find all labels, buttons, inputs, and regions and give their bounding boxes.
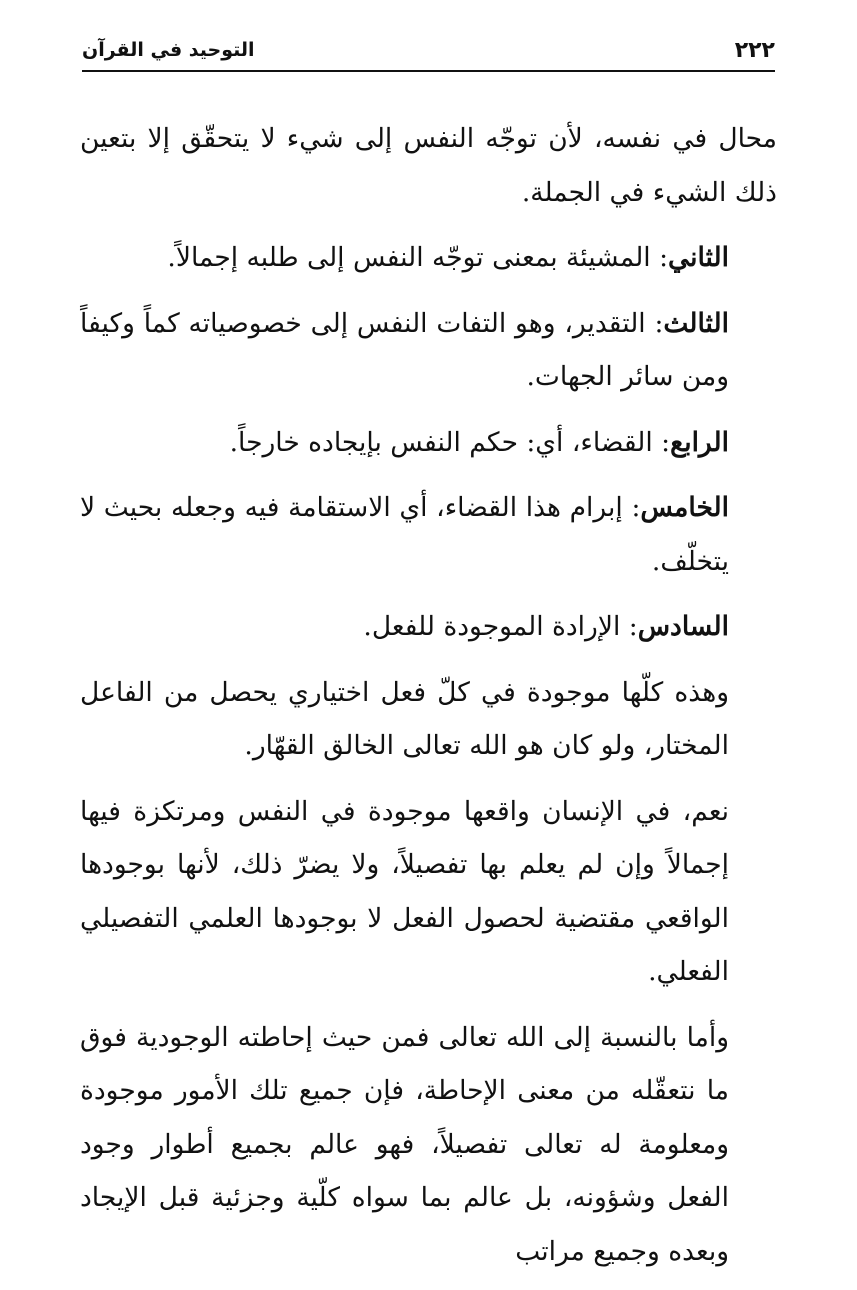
- running-title: التوحيد في القرآن: [82, 39, 255, 61]
- paragraph-item-second: [80, 231, 777, 285]
- item-term: السادس: [637, 611, 729, 642]
- page-header: [82, 30, 775, 72]
- item-term: الخامس: [640, 492, 729, 523]
- page-number: ٢٢٢: [734, 37, 775, 63]
- paragraph-item-sixth: [80, 600, 777, 654]
- item-text: : الإرادة الموجودة للفعل.: [363, 611, 638, 642]
- paragraph-human: [80, 785, 777, 999]
- item-term: الرابع: [670, 426, 729, 458]
- item-text: : القضاء، أي: حكم النفس بإيجاده خارجاً.: [229, 426, 671, 458]
- paragraph-item-fourth: [80, 416, 777, 470]
- paragraph-item-third: [80, 297, 777, 404]
- item-text: : المشيئة بمعنى توجّه النفس إلى طلبه إجمالاً.: [167, 242, 669, 273]
- paragraph-summary: [80, 666, 777, 773]
- paragraph-text: وأما بالنسبة إلى الله تعالى فمن حيث إحاطته الوجودية فوق ما نتعقّله من معنى الإحاطة، فإن جميع تلك الأمور موجودة ومعلومة له تعالى تفصيلاً، فهو عالم بجميع أطوار وجود الفعل وشؤونه، بل عالم بما سواه كلّية وجزئية قبل الإيجاد وبعده وجميع مراتب: [80, 1021, 729, 1267]
- paragraph-text: وهذه كلّها موجودة في كلّ فعل اختياري يحصل من الفاعل المختار، ولو كان هو الله تعالى الخالق القهّار.: [80, 676, 729, 761]
- paragraph-divine: [80, 1011, 777, 1279]
- item-term: الثاني: [668, 242, 729, 273]
- item-term: الثالث: [663, 307, 729, 339]
- paragraph-text: محال في نفسه، لأن توجّه النفس إلى شيء لا يتحقّق إلا بتعين ذلك الشيء في الجملة.: [80, 123, 777, 208]
- item-text: : التقدير، وهو التفات النفس إلى خصوصياته كماً وكيفاً ومن سائر الجهات.: [80, 307, 729, 392]
- paragraph-continuation: [80, 112, 777, 219]
- paragraph-item-fifth: [80, 481, 777, 588]
- body-text: [80, 112, 777, 1290]
- paragraph-text: نعم، في الإنسان واقعها موجودة في النفس ومرتكزة فيها إجمالاً وإن لم يعلم بها تفصيلاً، ولا يضرّ ذلك، لأنها بوجودها الواقعي مقتضية لحصول الفعل لا بوجودها العلمي التفصيلي الفعلي.: [80, 795, 729, 987]
- item-text: : إبرام هذا القضاء، أي الاستقامة فيه وجعله بحيث لا يتخلّف.: [80, 492, 729, 577]
